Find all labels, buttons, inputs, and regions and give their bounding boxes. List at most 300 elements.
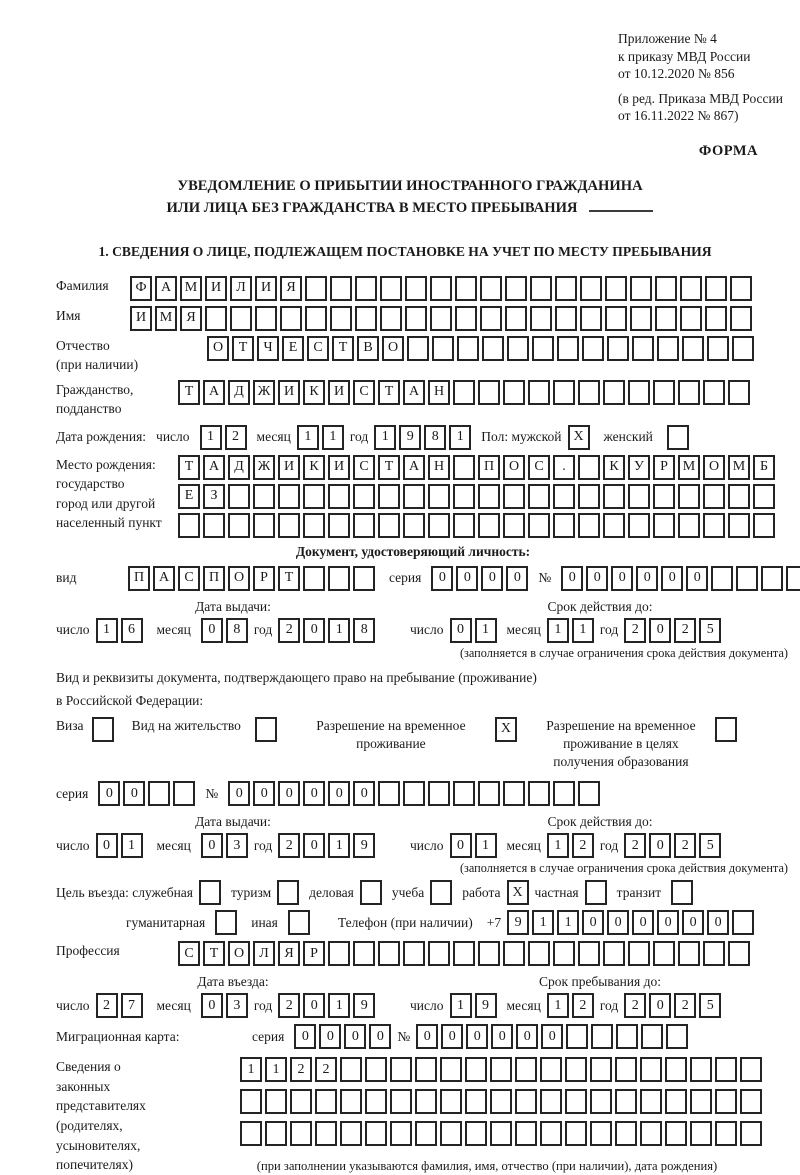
char-cell[interactable]: [732, 336, 754, 361]
char-cell[interactable]: [640, 1089, 662, 1114]
char-cell[interactable]: [603, 484, 625, 509]
residence-number-cells[interactable]: [228, 781, 600, 806]
temp-residence-education-checkbox[interactable]: [715, 717, 737, 742]
char-cell[interactable]: 1: [240, 1057, 262, 1082]
char-cell[interactable]: [440, 1089, 462, 1114]
char-cell[interactable]: [355, 276, 377, 301]
char-cell[interactable]: С: [178, 941, 200, 966]
char-cell[interactable]: [303, 513, 325, 538]
char-cell[interactable]: [303, 566, 325, 591]
char-cell[interactable]: [428, 781, 450, 806]
char-cell[interactable]: [390, 1057, 412, 1082]
char-cell[interactable]: И: [278, 455, 300, 480]
char-cell[interactable]: [428, 941, 450, 966]
char-cell[interactable]: [553, 781, 575, 806]
char-cell[interactable]: [578, 455, 600, 480]
char-cell[interactable]: [605, 306, 627, 331]
char-cell[interactable]: 9: [475, 993, 497, 1018]
char-cell[interactable]: И: [328, 380, 350, 405]
char-cell[interactable]: 1: [547, 618, 569, 643]
phone-cells[interactable]: [507, 910, 754, 935]
char-cell[interactable]: Р: [253, 566, 275, 591]
char-cell[interactable]: [455, 276, 477, 301]
char-cell[interactable]: [632, 336, 654, 361]
char-cell[interactable]: [490, 1089, 512, 1114]
char-cell[interactable]: [403, 781, 425, 806]
firstname-cells[interactable]: [130, 306, 752, 331]
char-cell[interactable]: 1: [475, 618, 497, 643]
char-cell[interactable]: 0: [303, 618, 325, 643]
char-cell[interactable]: [653, 513, 675, 538]
char-cell[interactable]: [480, 276, 502, 301]
char-cell[interactable]: [616, 1024, 638, 1049]
char-cell[interactable]: [478, 484, 500, 509]
char-cell[interactable]: Т: [332, 336, 354, 361]
char-cell[interactable]: [305, 276, 327, 301]
char-cell[interactable]: 0: [228, 781, 250, 806]
char-cell[interactable]: [565, 1057, 587, 1082]
char-cell[interactable]: [653, 380, 675, 405]
char-cell[interactable]: О: [228, 566, 250, 591]
char-cell[interactable]: [453, 380, 475, 405]
char-cell[interactable]: [148, 781, 170, 806]
char-cell[interactable]: [682, 336, 704, 361]
citizenship-cells[interactable]: [178, 380, 750, 405]
char-cell[interactable]: [653, 484, 675, 509]
char-cell[interactable]: 0: [278, 781, 300, 806]
char-cell[interactable]: [353, 513, 375, 538]
char-cell[interactable]: [340, 1057, 362, 1082]
rvp-issue-year-cells[interactable]: [278, 833, 375, 858]
char-cell[interactable]: 0: [201, 833, 223, 858]
char-cell[interactable]: [628, 380, 650, 405]
char-cell[interactable]: Т: [178, 380, 200, 405]
migration-series-cells[interactable]: [294, 1024, 391, 1049]
char-cell[interactable]: [428, 484, 450, 509]
char-cell[interactable]: [528, 484, 550, 509]
char-cell[interactable]: [340, 1121, 362, 1146]
char-cell[interactable]: [605, 276, 627, 301]
char-cell[interactable]: [430, 276, 452, 301]
char-cell[interactable]: [515, 1089, 537, 1114]
char-cell[interactable]: 2: [624, 618, 646, 643]
char-cell[interactable]: 0: [686, 566, 708, 591]
char-cell[interactable]: [665, 1057, 687, 1082]
char-cell[interactable]: 0: [506, 566, 528, 591]
char-cell[interactable]: 0: [303, 833, 325, 858]
char-cell[interactable]: О: [503, 455, 525, 480]
char-cell[interactable]: [280, 306, 302, 331]
representatives-cells-2[interactable]: [240, 1089, 762, 1114]
patronymic-cells[interactable]: [207, 336, 754, 361]
char-cell[interactable]: А: [403, 380, 425, 405]
char-cell[interactable]: [590, 1121, 612, 1146]
profession-cells[interactable]: [178, 941, 750, 966]
char-cell[interactable]: 2: [290, 1057, 312, 1082]
char-cell[interactable]: [528, 513, 550, 538]
char-cell[interactable]: [290, 1121, 312, 1146]
char-cell[interactable]: [305, 306, 327, 331]
char-cell[interactable]: [578, 380, 600, 405]
char-cell[interactable]: [711, 566, 733, 591]
char-cell[interactable]: 0: [561, 566, 583, 591]
char-cell[interactable]: Ф: [130, 276, 152, 301]
char-cell[interactable]: 0: [123, 781, 145, 806]
char-cell[interactable]: [330, 276, 352, 301]
char-cell[interactable]: 0: [201, 618, 223, 643]
char-cell[interactable]: А: [155, 276, 177, 301]
char-cell[interactable]: [715, 1089, 737, 1114]
char-cell[interactable]: 9: [353, 993, 375, 1018]
char-cell[interactable]: Я: [280, 276, 302, 301]
char-cell[interactable]: [641, 1024, 663, 1049]
char-cell[interactable]: [728, 484, 750, 509]
char-cell[interactable]: [453, 781, 475, 806]
char-cell[interactable]: [503, 781, 525, 806]
char-cell[interactable]: 0: [657, 910, 679, 935]
char-cell[interactable]: С: [353, 380, 375, 405]
char-cell[interactable]: 3: [226, 993, 248, 1018]
char-cell[interactable]: [580, 276, 602, 301]
char-cell[interactable]: 1: [297, 425, 319, 450]
doc-number-cells[interactable]: [561, 566, 800, 591]
char-cell[interactable]: 0: [491, 1024, 513, 1049]
char-cell[interactable]: [728, 380, 750, 405]
char-cell[interactable]: [378, 484, 400, 509]
char-cell[interactable]: [403, 484, 425, 509]
char-cell[interactable]: [555, 306, 577, 331]
char-cell[interactable]: [628, 941, 650, 966]
temp-residence-checkbox[interactable]: X: [495, 717, 517, 742]
char-cell[interactable]: [630, 276, 652, 301]
char-cell[interactable]: [328, 566, 350, 591]
rvp-expiry-year-cells[interactable]: [624, 833, 721, 858]
char-cell[interactable]: [482, 336, 504, 361]
char-cell[interactable]: [678, 513, 700, 538]
char-cell[interactable]: 0: [344, 1024, 366, 1049]
char-cell[interactable]: [178, 513, 200, 538]
char-cell[interactable]: [365, 1089, 387, 1114]
char-cell[interactable]: [328, 941, 350, 966]
char-cell[interactable]: [540, 1121, 562, 1146]
char-cell[interactable]: [732, 910, 754, 935]
char-cell[interactable]: [505, 276, 527, 301]
char-cell[interactable]: 1: [557, 910, 579, 935]
char-cell[interactable]: [555, 276, 577, 301]
char-cell[interactable]: М: [155, 306, 177, 331]
char-cell[interactable]: 0: [328, 781, 350, 806]
char-cell[interactable]: [703, 513, 725, 538]
char-cell[interactable]: Д: [228, 455, 250, 480]
migration-number-cells[interactable]: [416, 1024, 688, 1049]
char-cell[interactable]: [478, 380, 500, 405]
char-cell[interactable]: У: [628, 455, 650, 480]
char-cell[interactable]: 2: [278, 618, 300, 643]
char-cell[interactable]: Т: [378, 455, 400, 480]
char-cell[interactable]: [630, 306, 652, 331]
char-cell[interactable]: 1: [532, 910, 554, 935]
char-cell[interactable]: [680, 276, 702, 301]
char-cell[interactable]: 2: [572, 833, 594, 858]
char-cell[interactable]: [582, 336, 604, 361]
char-cell[interactable]: [455, 306, 477, 331]
char-cell[interactable]: [407, 336, 429, 361]
char-cell[interactable]: 0: [516, 1024, 538, 1049]
char-cell[interactable]: [591, 1024, 613, 1049]
char-cell[interactable]: [228, 484, 250, 509]
doc-type-cells[interactable]: [128, 566, 375, 591]
char-cell[interactable]: [705, 276, 727, 301]
char-cell[interactable]: [315, 1121, 337, 1146]
char-cell[interactable]: [405, 276, 427, 301]
birth-day-cells[interactable]: [200, 425, 247, 450]
char-cell[interactable]: [603, 513, 625, 538]
char-cell[interactable]: [530, 276, 552, 301]
char-cell[interactable]: [615, 1089, 637, 1114]
char-cell[interactable]: [240, 1121, 262, 1146]
residence-series-cells[interactable]: [98, 781, 195, 806]
char-cell[interactable]: Ж: [253, 380, 275, 405]
char-cell[interactable]: [440, 1121, 462, 1146]
char-cell[interactable]: [278, 484, 300, 509]
char-cell[interactable]: Т: [378, 380, 400, 405]
char-cell[interactable]: Т: [232, 336, 254, 361]
char-cell[interactable]: 0: [649, 618, 671, 643]
char-cell[interactable]: 3: [226, 833, 248, 858]
char-cell[interactable]: [665, 1121, 687, 1146]
char-cell[interactable]: 0: [369, 1024, 391, 1049]
char-cell[interactable]: 0: [450, 618, 472, 643]
char-cell[interactable]: 0: [96, 833, 118, 858]
char-cell[interactable]: [453, 455, 475, 480]
char-cell[interactable]: [253, 513, 275, 538]
char-cell[interactable]: [478, 513, 500, 538]
char-cell[interactable]: З: [203, 484, 225, 509]
char-cell[interactable]: М: [678, 455, 700, 480]
char-cell[interactable]: Р: [653, 455, 675, 480]
char-cell[interactable]: [553, 380, 575, 405]
char-cell[interactable]: [378, 513, 400, 538]
char-cell[interactable]: 0: [98, 781, 120, 806]
char-cell[interactable]: [228, 513, 250, 538]
char-cell[interactable]: [640, 1057, 662, 1082]
char-cell[interactable]: П: [478, 455, 500, 480]
birth-place-cells-3[interactable]: [178, 513, 775, 538]
char-cell[interactable]: [390, 1121, 412, 1146]
char-cell[interactable]: [457, 336, 479, 361]
char-cell[interactable]: [703, 941, 725, 966]
char-cell[interactable]: [736, 566, 758, 591]
char-cell[interactable]: 0: [481, 566, 503, 591]
rvp-issue-day-cells[interactable]: [96, 833, 143, 858]
char-cell[interactable]: [315, 1089, 337, 1114]
char-cell[interactable]: 7: [121, 993, 143, 1018]
stay-year-cells[interactable]: [624, 993, 721, 1018]
char-cell[interactable]: М: [180, 276, 202, 301]
char-cell[interactable]: [230, 306, 252, 331]
char-cell[interactable]: А: [203, 455, 225, 480]
doc-series-cells[interactable]: [431, 566, 528, 591]
purpose-tourism-checkbox[interactable]: [277, 880, 299, 905]
char-cell[interactable]: 2: [96, 993, 118, 1018]
char-cell[interactable]: 2: [624, 833, 646, 858]
char-cell[interactable]: [303, 484, 325, 509]
char-cell[interactable]: С: [178, 566, 200, 591]
char-cell[interactable]: 0: [541, 1024, 563, 1049]
entry-month-cells[interactable]: [201, 993, 248, 1018]
purpose-private-checkbox[interactable]: [585, 880, 607, 905]
char-cell[interactable]: Н: [428, 380, 450, 405]
char-cell[interactable]: 9: [353, 833, 375, 858]
char-cell[interactable]: Т: [278, 566, 300, 591]
char-cell[interactable]: [707, 336, 729, 361]
char-cell[interactable]: [355, 306, 377, 331]
char-cell[interactable]: [353, 484, 375, 509]
char-cell[interactable]: [340, 1089, 362, 1114]
char-cell[interactable]: [478, 941, 500, 966]
surname-cells[interactable]: [130, 276, 752, 301]
char-cell[interactable]: [680, 306, 702, 331]
char-cell[interactable]: [490, 1057, 512, 1082]
char-cell[interactable]: [730, 276, 752, 301]
char-cell[interactable]: 8: [424, 425, 446, 450]
char-cell[interactable]: 8: [353, 618, 375, 643]
char-cell[interactable]: 2: [674, 993, 696, 1018]
char-cell[interactable]: [553, 484, 575, 509]
char-cell[interactable]: [665, 1089, 687, 1114]
purpose-business-checkbox[interactable]: [360, 880, 382, 905]
char-cell[interactable]: [578, 781, 600, 806]
char-cell[interactable]: [615, 1121, 637, 1146]
char-cell[interactable]: Я: [180, 306, 202, 331]
char-cell[interactable]: [328, 484, 350, 509]
char-cell[interactable]: [440, 1057, 462, 1082]
expiry-month-cells[interactable]: [547, 618, 594, 643]
char-cell[interactable]: К: [303, 380, 325, 405]
char-cell[interactable]: 0: [450, 833, 472, 858]
char-cell[interactable]: [528, 380, 550, 405]
char-cell[interactable]: 0: [441, 1024, 463, 1049]
rvp-expiry-month-cells[interactable]: [547, 833, 594, 858]
char-cell[interactable]: [503, 941, 525, 966]
char-cell[interactable]: П: [203, 566, 225, 591]
char-cell[interactable]: [578, 484, 600, 509]
stay-month-cells[interactable]: [547, 993, 594, 1018]
char-cell[interactable]: 1: [322, 425, 344, 450]
char-cell[interactable]: [390, 1089, 412, 1114]
issue-day-cells[interactable]: [96, 618, 143, 643]
char-cell[interactable]: [453, 484, 475, 509]
char-cell[interactable]: [378, 941, 400, 966]
char-cell[interactable]: [380, 276, 402, 301]
purpose-other-checkbox[interactable]: [288, 910, 310, 935]
char-cell[interactable]: [715, 1121, 737, 1146]
char-cell[interactable]: 0: [632, 910, 654, 935]
char-cell[interactable]: [515, 1057, 537, 1082]
char-cell[interactable]: [380, 306, 402, 331]
char-cell[interactable]: С: [307, 336, 329, 361]
char-cell[interactable]: [503, 513, 525, 538]
char-cell[interactable]: [705, 306, 727, 331]
char-cell[interactable]: [653, 941, 675, 966]
char-cell[interactable]: [378, 781, 400, 806]
char-cell[interactable]: 0: [466, 1024, 488, 1049]
char-cell[interactable]: [532, 336, 554, 361]
char-cell[interactable]: 0: [707, 910, 729, 935]
char-cell[interactable]: 2: [315, 1057, 337, 1082]
char-cell[interactable]: [405, 306, 427, 331]
char-cell[interactable]: К: [603, 455, 625, 480]
char-cell[interactable]: [403, 941, 425, 966]
char-cell[interactable]: [655, 306, 677, 331]
char-cell[interactable]: [728, 941, 750, 966]
char-cell[interactable]: О: [703, 455, 725, 480]
char-cell[interactable]: [428, 513, 450, 538]
char-cell[interactable]: [430, 306, 452, 331]
char-cell[interactable]: И: [205, 276, 227, 301]
char-cell[interactable]: 1: [572, 618, 594, 643]
char-cell[interactable]: [678, 380, 700, 405]
char-cell[interactable]: 9: [507, 910, 529, 935]
char-cell[interactable]: 0: [319, 1024, 341, 1049]
char-cell[interactable]: [290, 1089, 312, 1114]
char-cell[interactable]: 2: [225, 425, 247, 450]
char-cell[interactable]: Т: [203, 941, 225, 966]
char-cell[interactable]: [628, 484, 650, 509]
char-cell[interactable]: 2: [278, 833, 300, 858]
char-cell[interactable]: С: [353, 455, 375, 480]
char-cell[interactable]: А: [153, 566, 175, 591]
char-cell[interactable]: [353, 566, 375, 591]
sex-male-checkbox[interactable]: X: [568, 425, 590, 450]
char-cell[interactable]: [666, 1024, 688, 1049]
char-cell[interactable]: Е: [282, 336, 304, 361]
char-cell[interactable]: [403, 513, 425, 538]
char-cell[interactable]: Л: [230, 276, 252, 301]
char-cell[interactable]: [453, 513, 475, 538]
char-cell[interactable]: [603, 941, 625, 966]
char-cell[interactable]: М: [728, 455, 750, 480]
char-cell[interactable]: 0: [611, 566, 633, 591]
char-cell[interactable]: 1: [547, 833, 569, 858]
char-cell[interactable]: [453, 941, 475, 966]
char-cell[interactable]: 1: [328, 833, 350, 858]
char-cell[interactable]: [465, 1057, 487, 1082]
char-cell[interactable]: [265, 1121, 287, 1146]
char-cell[interactable]: [615, 1057, 637, 1082]
char-cell[interactable]: 1: [547, 993, 569, 1018]
char-cell[interactable]: 6: [121, 618, 143, 643]
representatives-cells-3[interactable]: [240, 1121, 762, 1146]
char-cell[interactable]: О: [228, 941, 250, 966]
char-cell[interactable]: 0: [303, 993, 325, 1018]
char-cell[interactable]: 1: [265, 1057, 287, 1082]
char-cell[interactable]: [690, 1057, 712, 1082]
char-cell[interactable]: С: [528, 455, 550, 480]
char-cell[interactable]: [503, 380, 525, 405]
char-cell[interactable]: [415, 1089, 437, 1114]
char-cell[interactable]: [566, 1024, 588, 1049]
char-cell[interactable]: 2: [572, 993, 594, 1018]
char-cell[interactable]: 0: [636, 566, 658, 591]
char-cell[interactable]: 0: [607, 910, 629, 935]
char-cell[interactable]: В: [357, 336, 379, 361]
char-cell[interactable]: [580, 306, 602, 331]
char-cell[interactable]: [740, 1121, 762, 1146]
char-cell[interactable]: О: [207, 336, 229, 361]
char-cell[interactable]: И: [328, 455, 350, 480]
char-cell[interactable]: Н: [428, 455, 450, 480]
